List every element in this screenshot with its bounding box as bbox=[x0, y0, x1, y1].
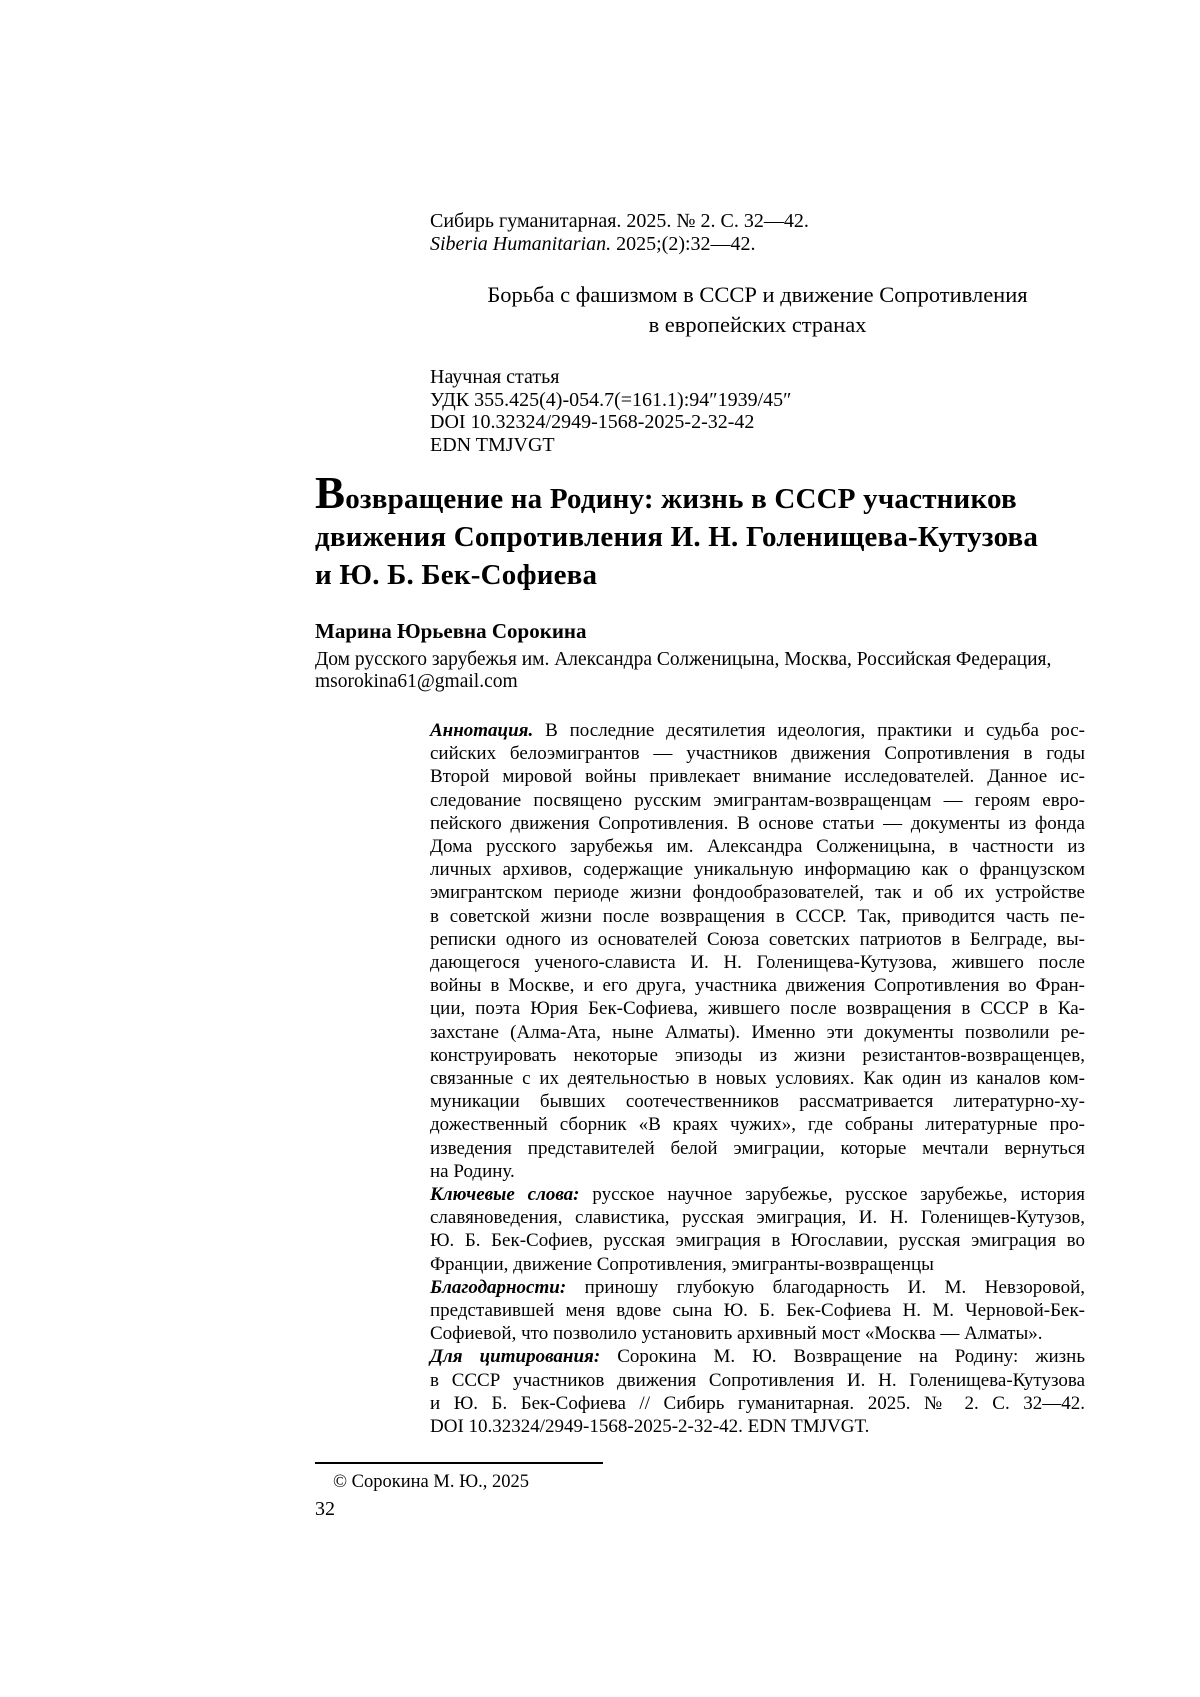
paragraph-label: Ключевые слова: bbox=[430, 1184, 580, 1206]
affiliation-line: Дом русского зарубежья им. Александра Солженицына, Москва, Российская Федерация, bbox=[315, 649, 1052, 670]
text-line: личных архивов, содержащие уникальную информацию как о французском bbox=[430, 859, 1085, 881]
text-line: Благодарности: приношу глубокую благодарность И. М. Невзоровой, bbox=[430, 1276, 1085, 1298]
copyright-notice: © Сорокина М. Ю., 2025 bbox=[333, 1472, 529, 1493]
paragraph-label: Для цитирования: bbox=[430, 1346, 601, 1368]
journal-title-en: Siberia Humanitarian. bbox=[430, 233, 612, 255]
front-matter-paragraphs bbox=[430, 719, 1085, 1438]
article-title bbox=[315, 468, 1085, 594]
text-line: Второй мировой войны привлекает внимание исследователей. Данное ис- bbox=[430, 766, 1085, 788]
section-heading-line2: в европейских странах bbox=[648, 312, 867, 337]
paragraph-label: Благодарности: bbox=[430, 1276, 567, 1298]
text-line: Для цитирования: Сорокина М. Ю. Возвращение на Родину: жизнь bbox=[430, 1346, 1086, 1368]
text-line: ции, поэта Юрия Бек-Софиева, жившего после возвращения в СССР в Ка- bbox=[430, 998, 1085, 1020]
text-line: на Родину. bbox=[430, 1160, 515, 1182]
text-line: изведения представителей белой эмиграции, которые мечтали вернуться bbox=[430, 1137, 1085, 1159]
text-line: DOI 10.32324/2949-1568-2025-2-32-42. EDN TMJVGT. bbox=[430, 1416, 870, 1438]
article-type: Научная статья bbox=[430, 366, 560, 388]
text-line: Софиевой, что позволило установить архивный мост «Москва — Алматы». bbox=[430, 1323, 1043, 1345]
journal-citation bbox=[430, 210, 1085, 256]
edn-number: EDN TMJVGT bbox=[430, 433, 555, 456]
paragraph-label: Аннотация. bbox=[430, 720, 534, 741]
text-line: Аннотация. В последние десятилетия идеология, практики и судьба рос- bbox=[430, 720, 1085, 741]
title-drop-cap: В bbox=[315, 468, 346, 518]
article-meta bbox=[430, 366, 1085, 456]
text-line: и Ю. Б. Бек-Софиева // Сибирь гуманитарная. 2025. № 2. С. 32—42. bbox=[430, 1392, 1085, 1414]
text-line: следование посвящено русским эмигрантам-возвращенцам — героям евро- bbox=[430, 789, 1085, 811]
text-line: связанные с их деятельностью в новых условиях. Как один из каналов ком- bbox=[430, 1068, 1085, 1090]
text-line: сийских белоэмигрантов — участников движения Сопротивления в годы bbox=[430, 743, 1085, 765]
title-line bbox=[315, 468, 1085, 518]
title-line: движения Сопротивления И. Н. Голенищева-Кутузова bbox=[315, 521, 1039, 553]
text-line: в советской жизни после возвращения в СССР. Так, приводится часть пе- bbox=[430, 905, 1085, 927]
text-line: Ю. Б. Бек-Софиев, русская эмиграция в Югославии, русская эмиграция во bbox=[430, 1230, 1085, 1252]
text-line: пейского движения Сопротивления. В основе статьи — документы из фонда bbox=[430, 812, 1085, 834]
text-line: дожественный сборник «В краях чужих», где собраны литературные про- bbox=[430, 1114, 1085, 1136]
text-line: конструировать некоторые эпизоды из жизни резистантов-возвращенцев, bbox=[430, 1044, 1085, 1066]
author-name: Марина Юрьевна Сорокина bbox=[315, 619, 587, 643]
text-line: муникации бывших соотечественников рассматривается литературно-ху- bbox=[430, 1091, 1085, 1113]
text-line: эмигрантском периоде жизни фондообразователей, так и об их устройстве bbox=[430, 882, 1085, 904]
udc-number: УДК 355.425(4)-054.7(=161.1):94″1939/45″ bbox=[430, 388, 792, 411]
title-line1-rest: озвращение на Родину: жизнь в СССР участников bbox=[345, 483, 1017, 515]
text-line: в СССР участников движения Сопротивления И. Н. Голенищева-Кутузова bbox=[430, 1369, 1085, 1391]
page-number: 32 bbox=[315, 1498, 335, 1521]
for-citation-paragraph bbox=[430, 1345, 1085, 1438]
abstract-paragraph bbox=[430, 719, 1085, 1183]
text-line: Ключевые слова: русское научное зарубежье, русское зарубежье, история bbox=[430, 1184, 1085, 1206]
journal-citation-en-rest: 2025;(2):32—42. bbox=[611, 233, 756, 255]
text-line: славяноведения, славистика, русская эмиграция, И. Н. Голенищев-Кутузов, bbox=[430, 1207, 1085, 1229]
author-affiliation bbox=[315, 649, 1085, 693]
author-email[interactable]: msorokina61@gmail.com bbox=[315, 671, 518, 692]
text-line: реписки одного из основателей Союза советских патриотов в Белграде, вы- bbox=[430, 928, 1085, 950]
acknowledgements-paragraph bbox=[430, 1276, 1085, 1346]
text-line: представившей меня вдове сына Ю. Б. Бек-Софиева Н. М. Черновой-Бек- bbox=[430, 1300, 1085, 1322]
text-line: захстане (Алма-Ата, ныне Алматы). Именно эти документы позволили ре- bbox=[430, 1021, 1085, 1043]
text-line: Дома русского зарубежья им. Александра Солженицына, в частности из bbox=[430, 836, 1085, 858]
text-line: войны в Москве, и его друга, участника движения Сопротивления во Фран- bbox=[430, 975, 1085, 997]
footnote-rule bbox=[315, 1462, 603, 1464]
journal-citation-ru: Сибирь гуманитарная. 2025. № 2. С. 32—42. bbox=[430, 210, 809, 232]
text-line: дающегося ученого-слависта И. Н. Голенищева-Кутузова, жившего после bbox=[430, 952, 1085, 974]
title-line: и Ю. Б. Бек-Софиева bbox=[315, 559, 598, 591]
section-heading bbox=[430, 280, 1085, 340]
doi-number: DOI 10.32324/2949-1568-2025-2-32-42 bbox=[430, 411, 755, 433]
section-heading-line1: Борьба с фашизмом в СССР и движение Сопротивления bbox=[487, 282, 1028, 307]
journal-citation-en bbox=[430, 233, 1085, 256]
keywords-paragraph bbox=[430, 1183, 1085, 1276]
text-line: Франции, движение Сопротивления, эмигранты-возвращенцы bbox=[430, 1253, 934, 1275]
